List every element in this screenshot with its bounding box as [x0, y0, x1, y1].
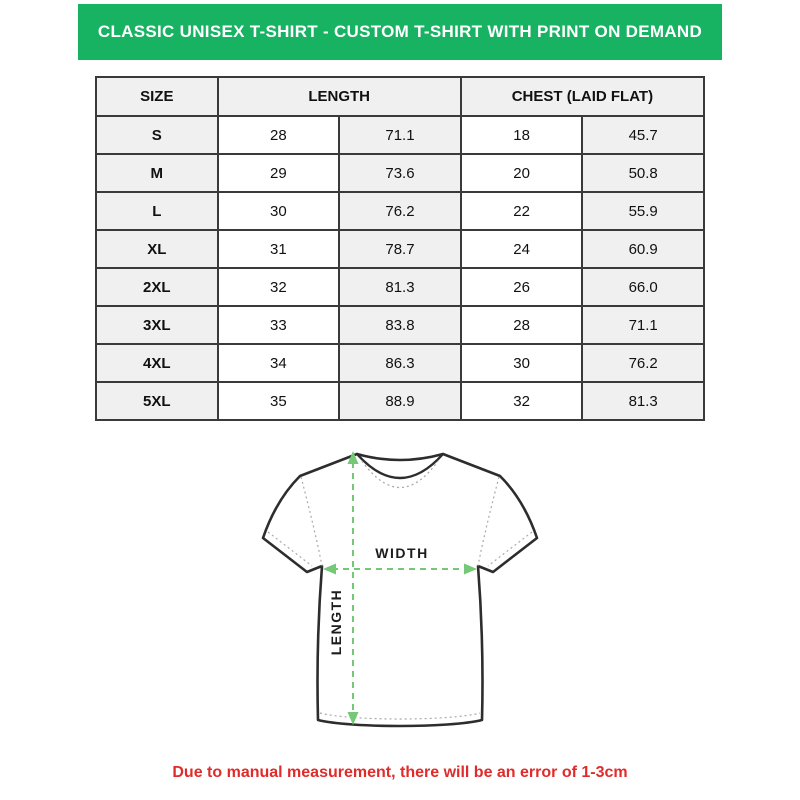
length-label: LENGTH — [328, 588, 344, 656]
table-row — [96, 154, 704, 192]
chest-in: 30 — [461, 344, 583, 382]
chest-in: 22 — [461, 192, 583, 230]
length-in: 34 — [218, 344, 340, 382]
page-title: CLASSIC UNISEX T-SHIRT - CUSTOM T-SHIRT WITH PRINT ON DEMAND — [97, 22, 703, 41]
chest-in: 18 — [461, 116, 583, 154]
length-cm: 71.1 — [339, 116, 461, 154]
length-cm: 83.8 — [339, 306, 461, 344]
chest-cm: 81.3 — [582, 382, 704, 420]
table-row — [96, 268, 704, 306]
chest-cm: 76.2 — [582, 344, 704, 382]
chest-cm: 66.0 — [582, 268, 704, 306]
table-row — [96, 116, 704, 154]
chest-in: 20 — [461, 154, 583, 192]
chest-in: 24 — [461, 230, 583, 268]
col-header-size: SIZE — [96, 77, 218, 116]
size-label: 2XL — [96, 268, 218, 306]
tshirt-outline-drawing — [240, 430, 560, 750]
length-in: 30 — [218, 192, 340, 230]
chest-cm: 71.1 — [582, 306, 704, 344]
size-label: M — [96, 154, 218, 192]
length-in: 29 — [218, 154, 340, 192]
length-in: 33 — [218, 306, 340, 344]
length-cm: 81.3 — [339, 268, 461, 306]
length-in: 28 — [218, 116, 340, 154]
chest-cm: 60.9 — [582, 230, 704, 268]
table-row — [96, 192, 704, 230]
length-in: 31 — [218, 230, 340, 268]
length-cm: 73.6 — [339, 154, 461, 192]
length-in: 35 — [218, 382, 340, 420]
length-cm: 88.9 — [339, 382, 461, 420]
chest-in: 26 — [461, 268, 583, 306]
chest-in: 28 — [461, 306, 583, 344]
length-cm: 86.3 — [339, 344, 461, 382]
length-cm: 78.7 — [339, 230, 461, 268]
width-label: WIDTH — [375, 545, 429, 561]
chest-cm: 50.8 — [582, 154, 704, 192]
chest-cm: 55.9 — [582, 192, 704, 230]
title-banner — [78, 4, 722, 60]
size-label: L — [96, 192, 218, 230]
tshirt-measurement-diagram — [240, 430, 560, 750]
size-label: 4XL — [96, 344, 218, 382]
chest-cm: 45.7 — [582, 116, 704, 154]
col-header-length: LENGTH — [218, 77, 461, 116]
size-label: XL — [96, 230, 218, 268]
chest-in: 32 — [461, 382, 583, 420]
size-chart-table — [95, 76, 705, 421]
measurement-error-note: Due to manual measurement, there will be an error of 1-3cm — [172, 764, 628, 781]
length-in: 32 — [218, 268, 340, 306]
size-label: S — [96, 116, 218, 154]
col-header-chest: CHEST (LAID FLAT) — [461, 77, 704, 116]
size-label: 3XL — [96, 306, 218, 344]
table-header-row — [96, 77, 704, 116]
length-cm: 76.2 — [339, 192, 461, 230]
table-row — [96, 230, 704, 268]
table-row — [96, 344, 704, 382]
table-row — [96, 306, 704, 344]
table-row — [96, 382, 704, 420]
size-label: 5XL — [96, 382, 218, 420]
